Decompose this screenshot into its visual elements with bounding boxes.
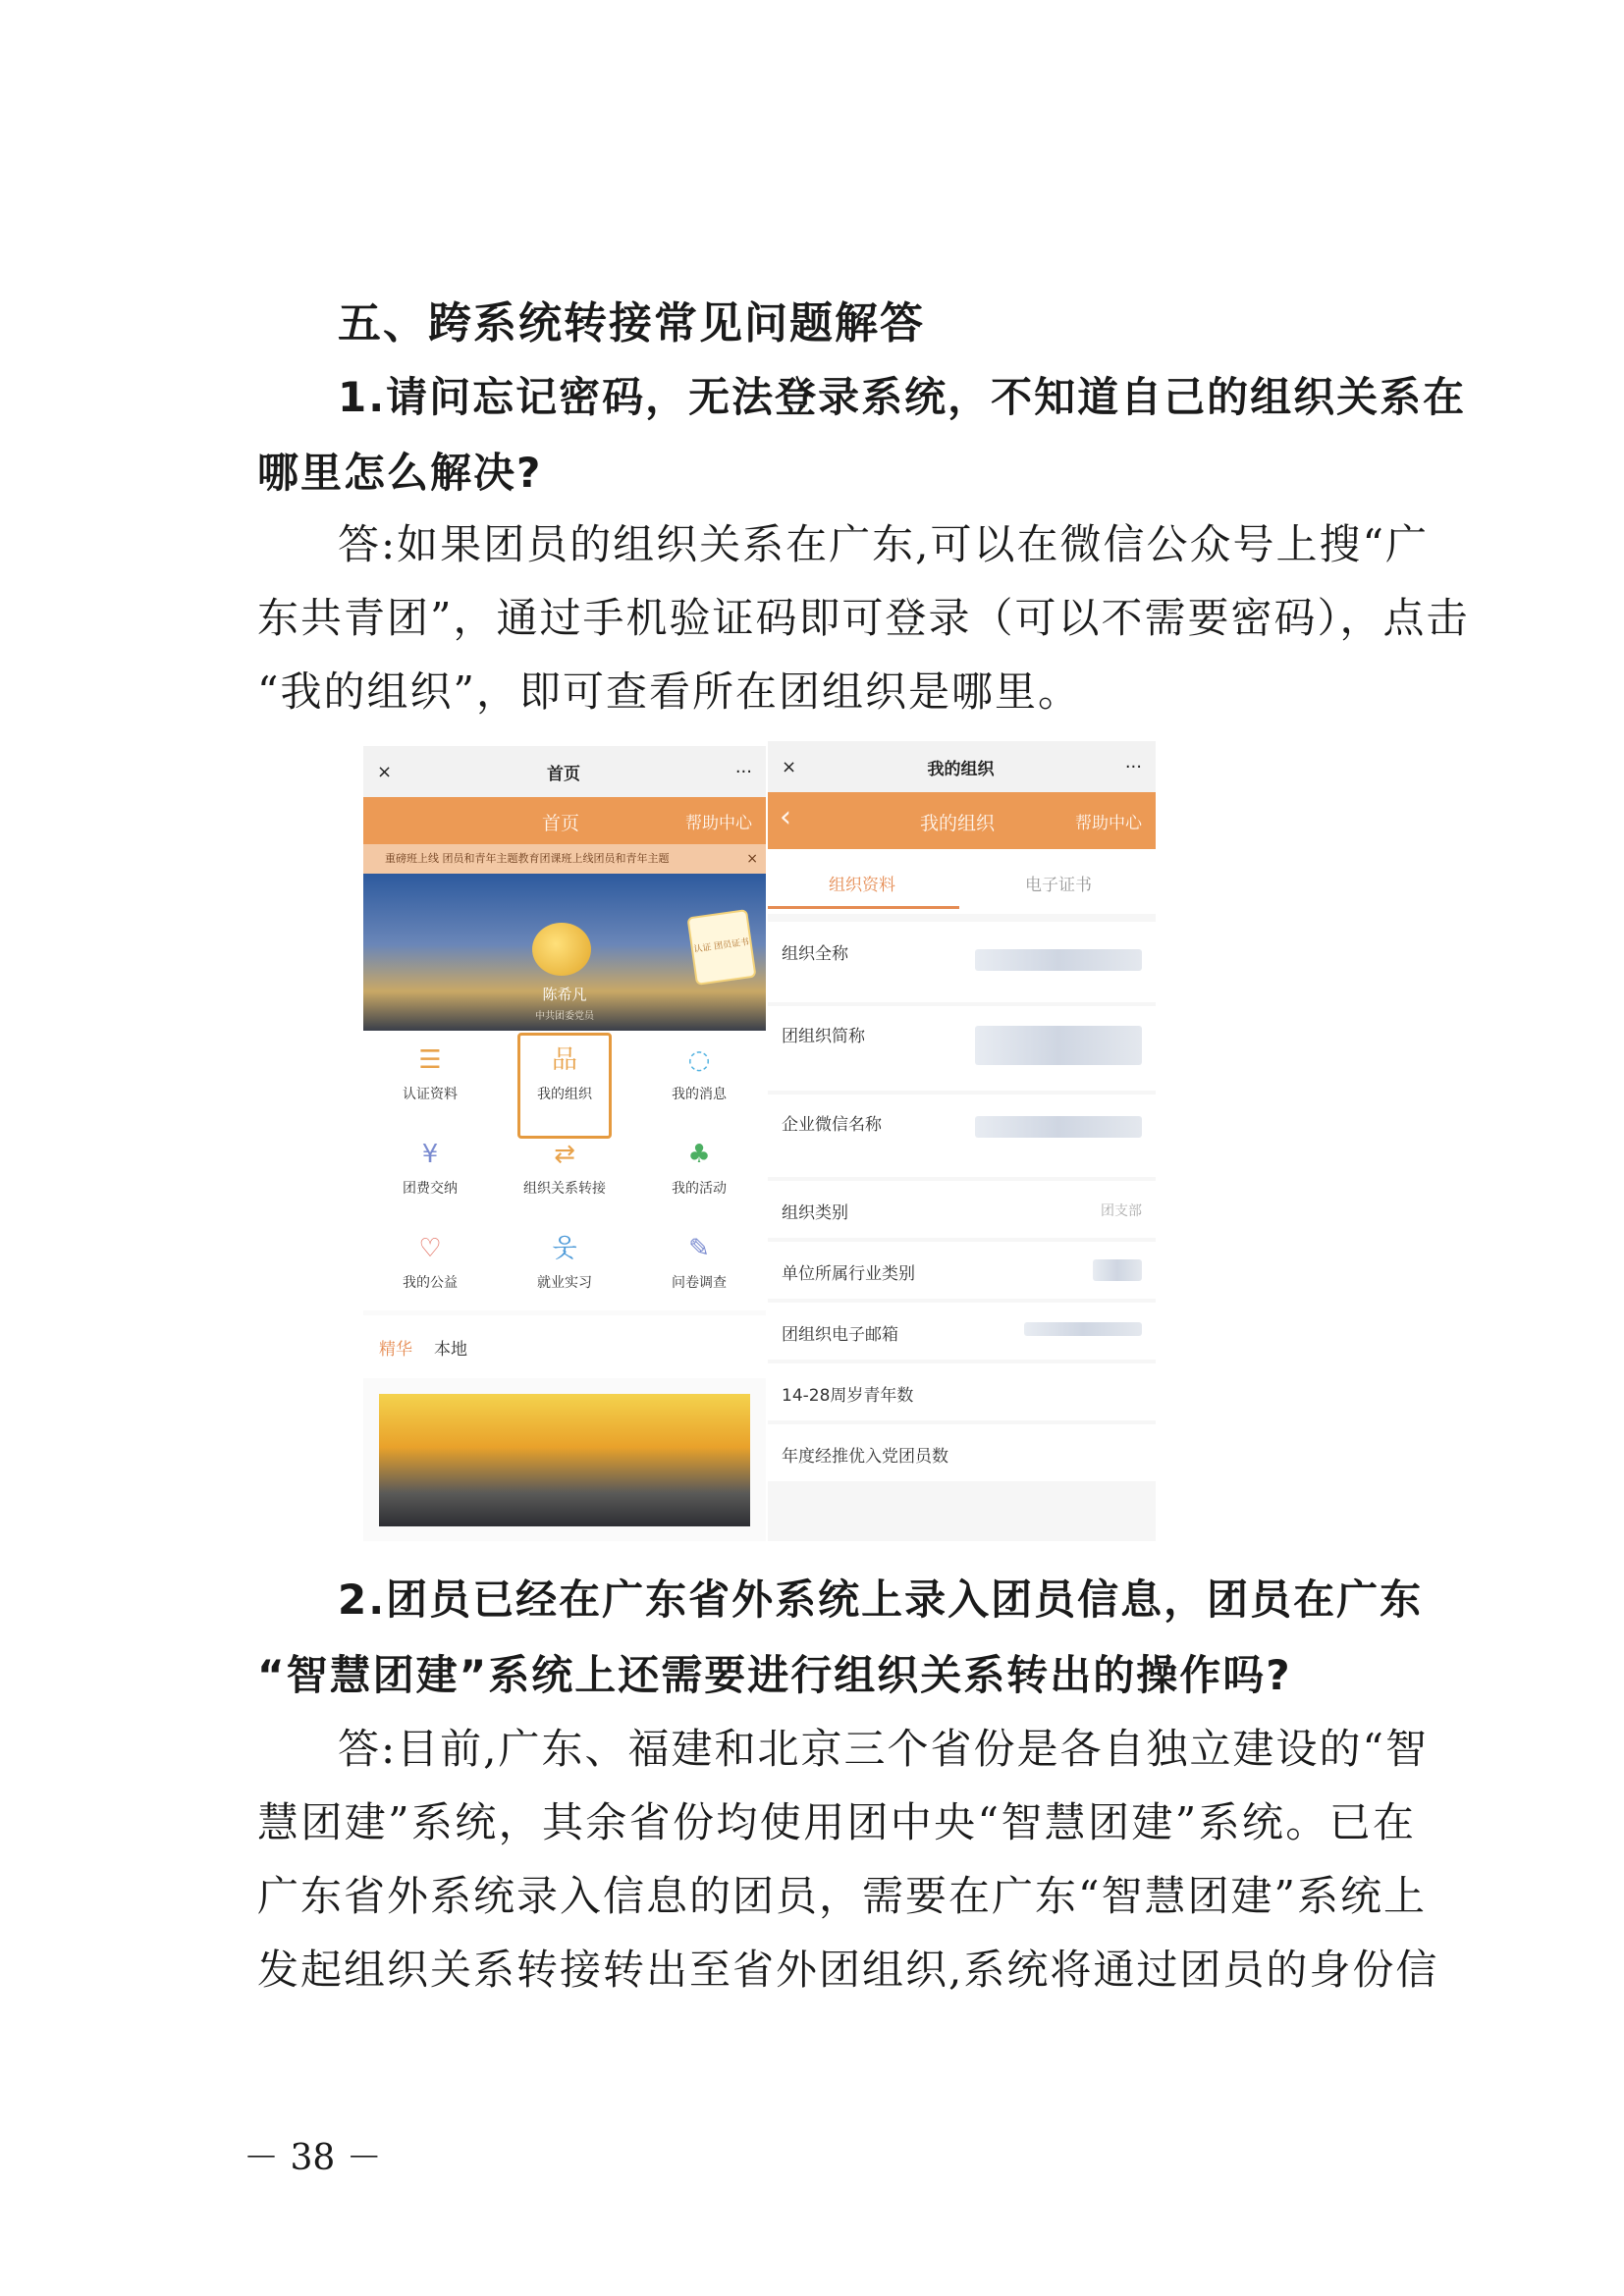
close-icon[interactable]: × [782, 756, 797, 777]
league-badge-icon [532, 923, 591, 976]
menu-item-label: 我的活动 [672, 1181, 727, 1197]
page-number: － 38 － [244, 2138, 382, 2178]
answer-2-line-1: 答:目前,广东、福建和北京三个省份是各自独立建设的“智 [338, 1725, 1429, 1773]
menu-item-internship[interactable] [498, 1219, 631, 1308]
menu-item-label: 我的组织 [537, 1087, 592, 1102]
id-card-icon: ☰ [418, 1045, 442, 1075]
org-field-row [768, 1303, 1156, 1360]
menu-item-dues[interactable] [363, 1125, 497, 1213]
answer-1-line-3: “我的组织”，即可查看所在团组织是哪里。 [257, 667, 1081, 716]
person-icon: 웃 [552, 1234, 577, 1263]
notice-text: 重磅班上线 团员和青年主题教育团课班上线团员和青年主题 [385, 852, 670, 865]
redacted-value [975, 1116, 1142, 1138]
menu-item-label: 组织关系转接 [523, 1181, 606, 1197]
question-2-line-2: “智慧团建”系统上还需要进行组织关系转出的操作吗? [257, 1651, 1292, 1699]
org-topbar [768, 741, 1156, 792]
home-topbar [363, 746, 766, 797]
tab-local[interactable]: 本地 [434, 1340, 467, 1360]
field-value: 团支部 [1101, 1203, 1142, 1219]
org-field-row [768, 1006, 1156, 1091]
org-field-row [768, 1424, 1156, 1481]
question-1-line-1: 1.请问忘记密码，无法登录系统，不知道自己的组织关系在 [338, 373, 1467, 421]
menu-item-certification[interactable] [363, 1031, 497, 1119]
notice-marquee[interactable] [363, 844, 766, 874]
answer-2-line-4: 发起组织关系转接转出至省外团组织,系统将通过团员的身份信 [257, 1946, 1439, 1994]
redacted-value [975, 1026, 1142, 1065]
org-field-row [768, 1095, 1156, 1177]
sunset-photo[interactable] [379, 1394, 750, 1526]
back-icon[interactable]: ‹ [780, 800, 791, 834]
menu-item-survey[interactable] [632, 1219, 766, 1308]
more-icon[interactable]: ··· [1124, 756, 1142, 777]
org-nav-bar [768, 792, 1156, 849]
field-label: 团组织简称 [782, 1027, 865, 1046]
section-heading: 五、跨系统转接常见问题解答 [338, 298, 925, 348]
home-title: 首页 [546, 764, 580, 784]
menu-item-label: 就业实习 [537, 1275, 592, 1291]
highlight-box [517, 1033, 612, 1139]
tab-org-info[interactable]: 组织资料 [829, 876, 895, 895]
redacted-value [975, 949, 1142, 971]
field-label: 组织全称 [782, 944, 848, 964]
answer-1-line-1: 答:如果团员的组织关系在广东,可以在微信公众号上搜“广 [338, 520, 1429, 568]
org-field-row [768, 1181, 1156, 1238]
tab-featured[interactable]: 精华 [379, 1340, 412, 1360]
org-field-row [768, 1363, 1156, 1420]
menu-item-messages[interactable] [632, 1031, 766, 1119]
org-chart-icon: 品 [551, 1045, 577, 1075]
org-tabs [768, 849, 1156, 914]
answer-2-line-3: 广东省外系统录入信息的团员，需要在广东“智慧团建”系统上 [257, 1872, 1427, 1920]
field-label: 组织类别 [782, 1203, 848, 1223]
answer-2-line-2: 慧团建”系统，其余省份均使用团中央“智慧团建”系统。已在 [257, 1798, 1416, 1846]
org-title: 我的组织 [927, 759, 995, 779]
question-1-line-2: 哪里怎么解决? [257, 449, 543, 497]
home-nav-title: 首页 [542, 813, 580, 834]
redacted-value [1024, 1322, 1142, 1336]
field-label: 团组织电子邮箱 [782, 1325, 898, 1345]
help-center-link[interactable]: 帮助中心 [685, 814, 752, 833]
answer-1-line-2: 东共青团”，通过手机验证码即可登录（可以不需要密码），点击 [257, 594, 1470, 642]
message-icon: ◌ [687, 1045, 711, 1075]
org-nav-title: 我的组织 [920, 813, 996, 834]
home-nav-bar [363, 797, 766, 844]
heart-icon: ♡ [418, 1234, 442, 1263]
survey-icon: ✎ [688, 1234, 710, 1263]
home-screenshot [363, 746, 766, 1541]
tree-icon: ♣ [687, 1140, 711, 1169]
question-2-line-1: 2.团员已经在广东省外系统上录入团员信息，团员在广东 [338, 1575, 1424, 1624]
yuan-icon: ¥ [421, 1140, 439, 1169]
menu-item-label: 认证资料 [403, 1087, 458, 1102]
menu-item-label: 团费交纳 [403, 1181, 458, 1197]
redacted-value [1093, 1259, 1142, 1281]
field-label: 年度经推优入党团员数 [782, 1447, 948, 1467]
menu-item-charity[interactable] [363, 1219, 497, 1308]
tab-e-certificate[interactable]: 电子证书 [1025, 876, 1092, 895]
org-field-row [768, 922, 1156, 1002]
menu-item-label: 问卷调查 [672, 1275, 727, 1291]
profile-banner [363, 874, 766, 1031]
user-subtitle: 中共团委党员 [535, 1011, 594, 1022]
more-icon[interactable]: ··· [734, 761, 752, 782]
field-label: 单位所属行业类别 [782, 1264, 915, 1284]
org-field-row [768, 1242, 1156, 1299]
content-tabs [363, 1315, 766, 1378]
menu-item-label: 我的公益 [403, 1275, 458, 1291]
menu-item-label: 我的消息 [672, 1087, 727, 1102]
menu-item-activities[interactable] [632, 1125, 766, 1213]
field-label: 企业微信名称 [782, 1115, 882, 1135]
active-tab-underline [768, 906, 959, 909]
member-certificate-card[interactable]: 认证 团员证书 [686, 909, 756, 986]
close-icon[interactable]: × [746, 851, 758, 867]
transfer-icon: ⇄ [554, 1140, 575, 1169]
organization-screenshot [768, 741, 1156, 1541]
help-center-link[interactable]: 帮助中心 [1075, 814, 1142, 833]
field-label: 14-28周岁青年数 [782, 1386, 914, 1406]
close-icon[interactable]: × [377, 761, 393, 782]
user-name: 陈希凡 [542, 986, 587, 1003]
